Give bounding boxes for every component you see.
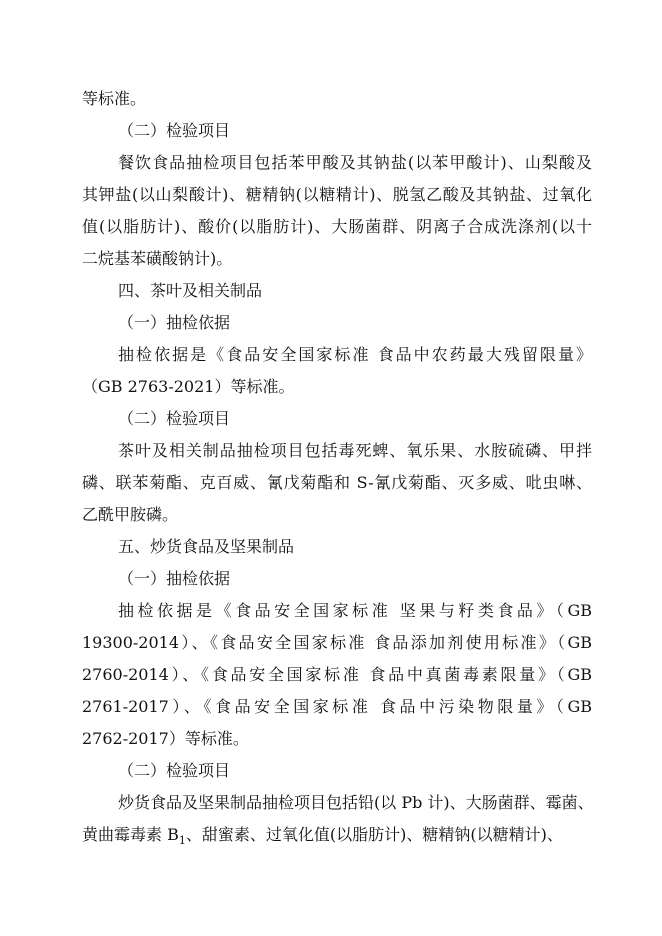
text-line: （GB 2763-2021）等标准。 — [82, 377, 295, 396]
section-heading: （二）检验项目 — [118, 761, 231, 780]
section-heading: （二）检验项目 — [118, 121, 231, 140]
text-line: 乙酰甲胺磷。 — [82, 505, 179, 524]
text-line: 炒货食品及坚果制品抽检项目包括铅(以 Pb 计)、大肠菌群、霉菌、 — [118, 793, 594, 812]
section-heading: （二）检验项目 — [118, 409, 231, 428]
text-line: 等标准。 — [82, 89, 147, 108]
text-line: 2760-2014）、《食品安全国家标准 食品中真菌毒素限量》（GB — [82, 665, 592, 684]
text-line: 磷、联苯菊酯、克百威、氰戊菊酯和 S-氰戊菊酯、灭多威、吡虫啉、 — [82, 473, 592, 492]
text-line: 茶叶及相关制品抽检项目包括毒死蜱、氧乐果、水胺硫磷、甲拌 — [118, 441, 592, 460]
text-line: 值(以脂肪计)、酸价(以脂肪计)、大肠菌群、阴离子合成洗涤剂(以十 — [82, 217, 592, 236]
section-heading: （一）抽检依据 — [118, 313, 231, 332]
section-heading: 五、炒货食品及坚果制品 — [118, 537, 295, 556]
text-line: 2761-2017）、《食品安全国家标准 食品中污染物限量》（GB — [82, 697, 592, 716]
text-line: 抽检依据是《食品安全国家标准 坚果与籽类食品》（GB — [118, 601, 592, 620]
text-fragment: 、甜蜜素、过氧化值(以脂肪计)、糖精钠(以糖精计)、 — [185, 825, 563, 844]
section-heading: 四、茶叶及相关制品 — [118, 281, 263, 300]
text-line: 19300-2014）、《食品安全国家标准 食品添加剂使用标准》（GB — [82, 633, 592, 652]
text-fragment: 黄曲霉毒素 B — [82, 825, 179, 844]
subscript-text: 1 — [178, 834, 186, 848]
section-heading: （一）抽检依据 — [118, 569, 231, 588]
text-line: 二烷基苯磺酸钠计)。 — [82, 249, 233, 268]
text-line: 餐饮食品抽检项目包括苯甲酸及其钠盐(以苯甲酸计)、山梨酸及 — [118, 153, 592, 172]
text-line: 抽检依据是《食品安全国家标准 食品中农药最大残留限量》 — [118, 345, 592, 364]
text-line: 其钾盐(以山梨酸计)、糖精钠(以糖精计)、脱氢乙酸及其钠盐、过氧化 — [82, 185, 592, 204]
text-line — [82, 824, 592, 846]
text-line: 2762-2017）等标准。 — [82, 729, 249, 748]
